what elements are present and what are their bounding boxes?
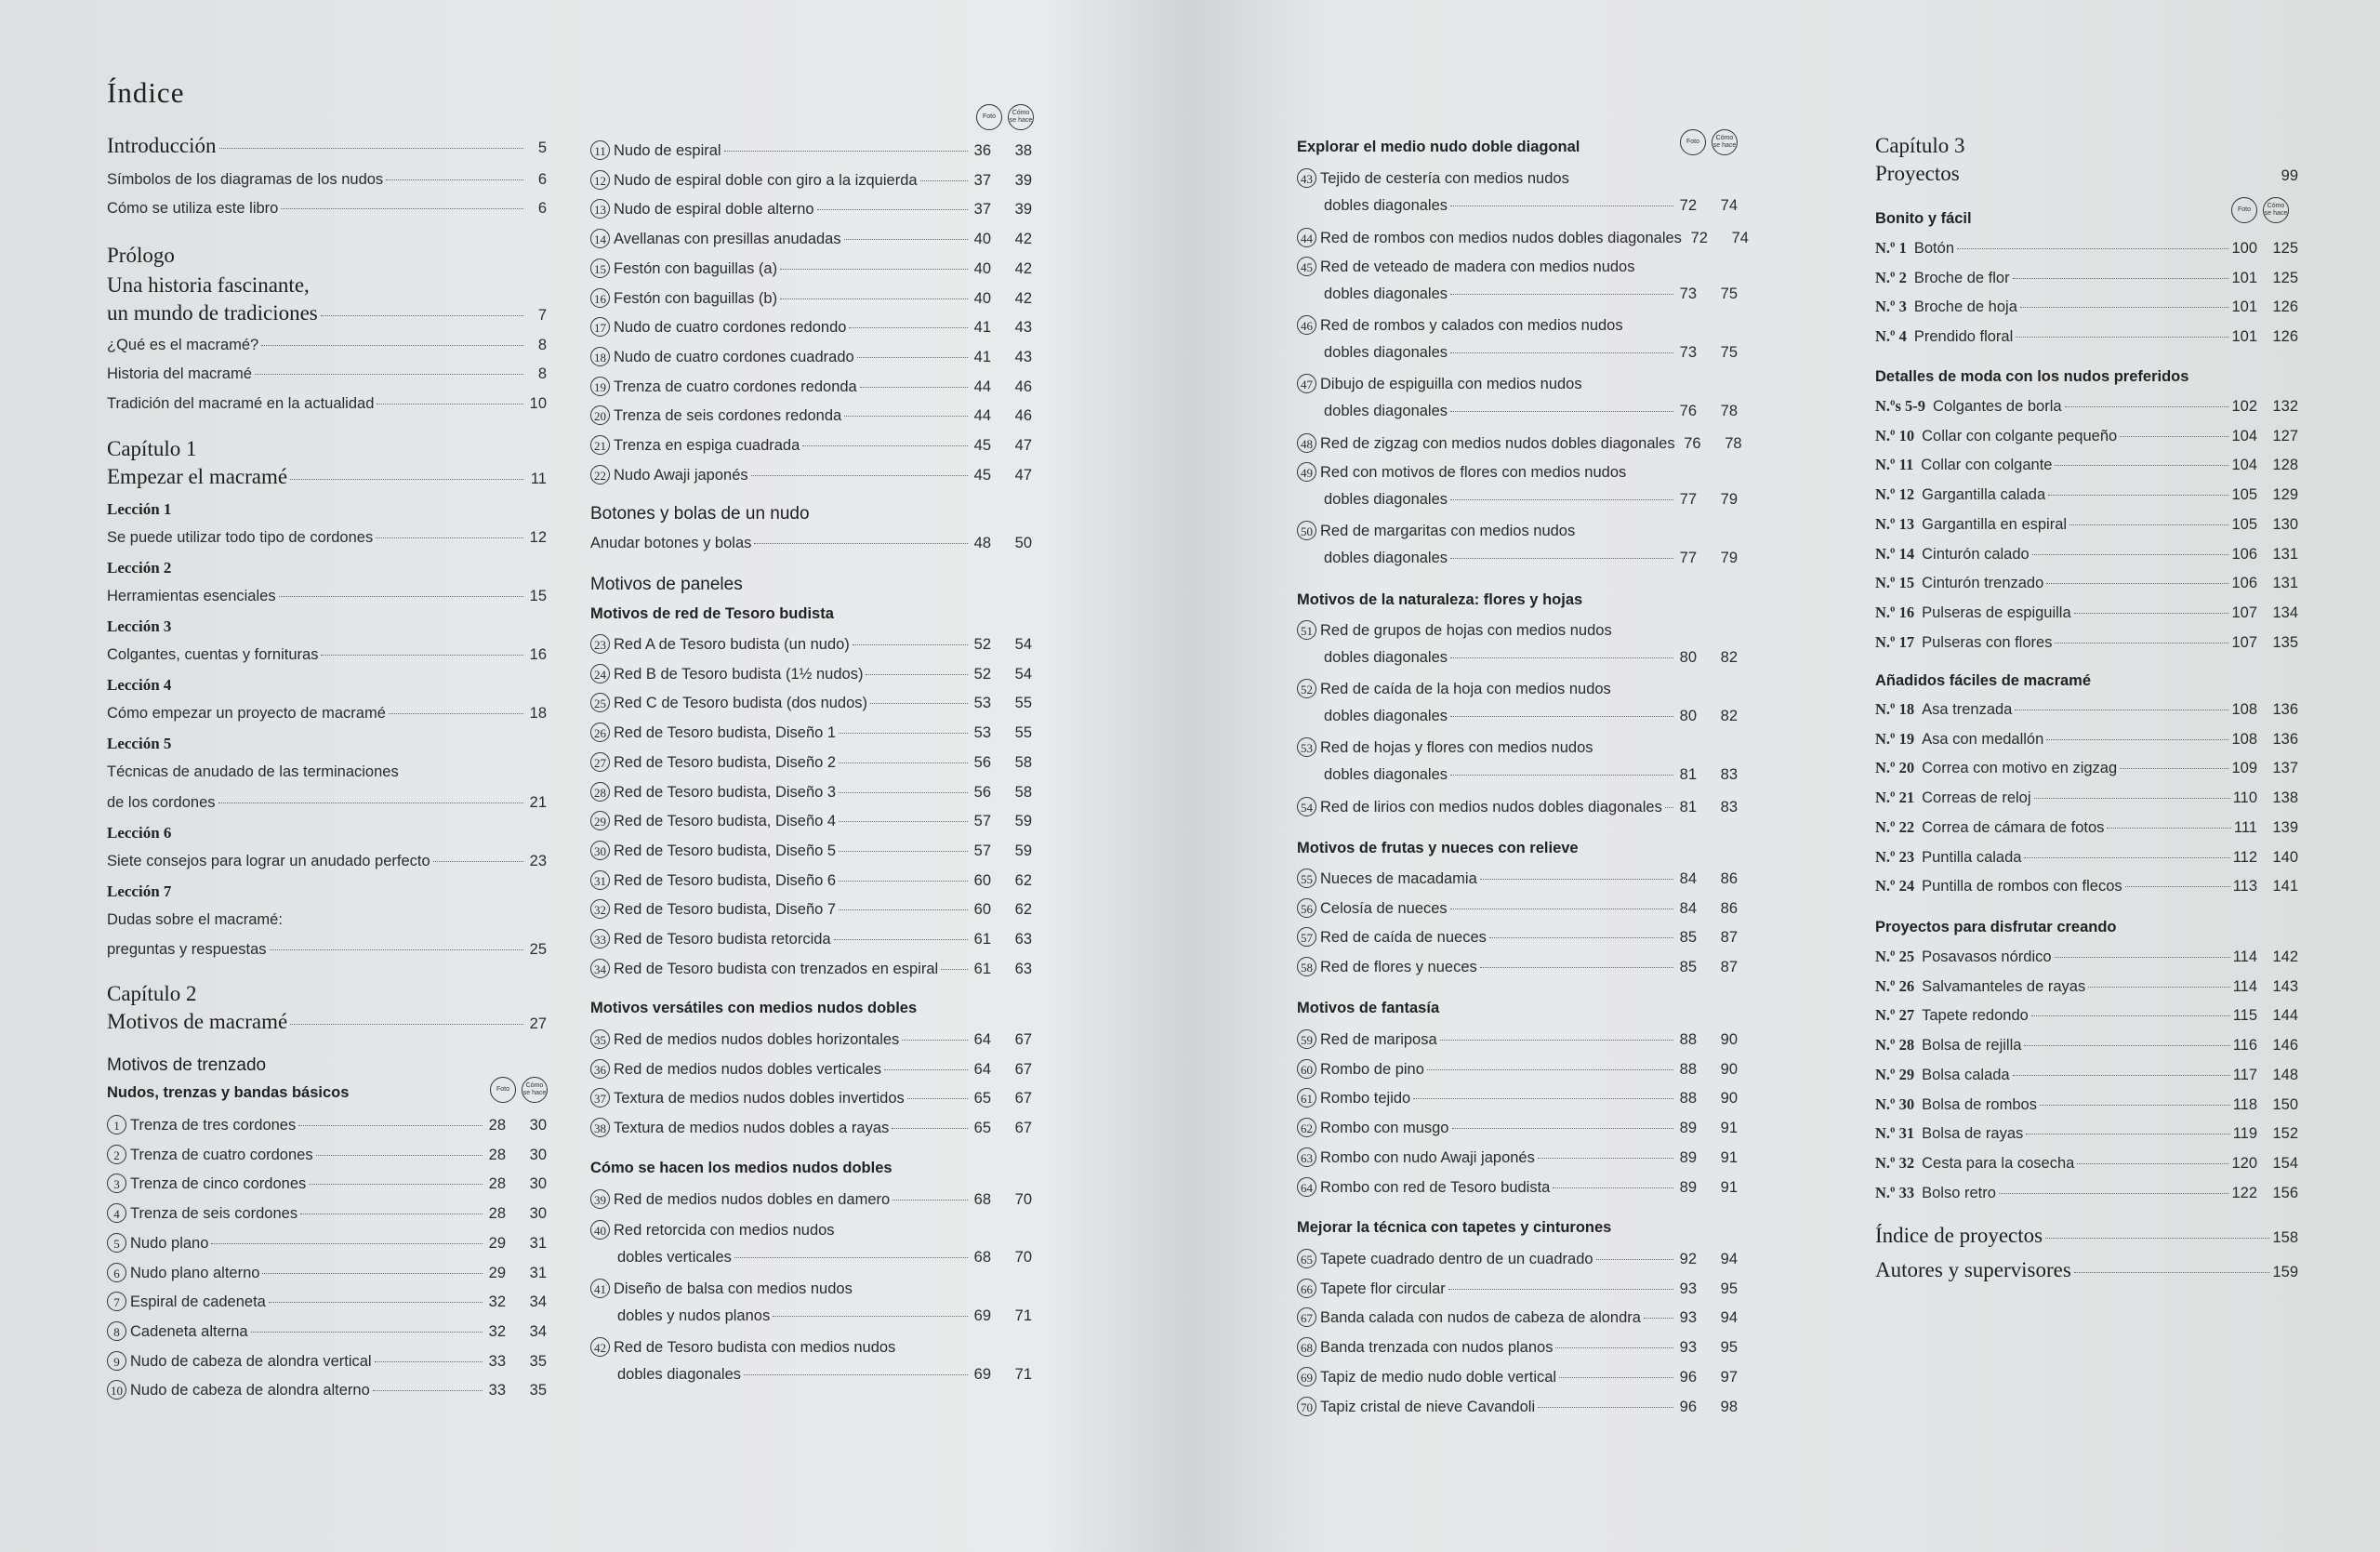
toc-entry-line: 50 Red de margaritas con medios nudos: [1297, 521, 1738, 543]
toc-entry[interactable]: 54 Red de lirios con medios nudos dobles diagonales 81 83: [1297, 797, 1738, 819]
project-number: N.º 11: [1875, 456, 1914, 474]
toc-entry[interactable]: 19 Trenza de cuatro cordones redonda 44 46: [590, 377, 1032, 399]
prologo-subtitle-1: Una historia fascinante,: [107, 273, 310, 297]
toc-entry-capitulo-3[interactable]: Proyectos 99: [1875, 162, 2298, 185]
item-number-icon: 4: [107, 1203, 126, 1223]
toc-entry[interactable]: N.º 14 Cinturón calado 106 131: [1875, 544, 2298, 563]
toc-entry-line: 43 Tejido de cestería con medios nudos: [1297, 168, 1738, 191]
toc-entry[interactable]: 70 Tapiz cristal de nieve Cavandoli 96 98: [1297, 1397, 1738, 1419]
item-number-icon: 56: [1297, 898, 1316, 918]
toc-entry[interactable]: 21 Trenza en espiga cuadrada 45 47: [590, 435, 1032, 458]
item-number-icon: 13: [590, 199, 610, 219]
toc-entry[interactable]: 68 Banda trenzada con nudos planos 93 95: [1297, 1337, 1738, 1360]
toc-entry[interactable]: 27 Red de Tesoro budista, Diseño 2 56 58: [590, 752, 1032, 775]
item-number-icon: 27: [590, 752, 610, 772]
item-number-icon: 38: [590, 1118, 610, 1137]
toc-entry[interactable]: Se puede utilizar todo tipo de cordones 12: [107, 529, 547, 546]
toc-entry[interactable]: N.º 21 Correas de reloj 110 138: [1875, 789, 2298, 807]
subsection-heading: Motivos versátiles con medios nudos dobles: [590, 1000, 918, 1016]
project-number: N.º 21: [1875, 789, 1915, 807]
toc-entry-line: 49 Red con motivos de flores con medios nudos: [1297, 462, 1738, 484]
toc-entry[interactable]: 44 Red de rombos con medios nudos dobles diagonales 72 74: [1297, 228, 1738, 250]
toc-entry[interactable]: 24 Red B de Tesoro budista (1½ nudos) 52 54: [590, 664, 1032, 686]
item-number-icon: 29: [590, 811, 610, 830]
item-number-icon: 25: [590, 693, 610, 712]
project-number: N.º 31: [1875, 1124, 1915, 1143]
leccion-heading: Lección 2: [107, 559, 172, 577]
toc-entry-line: 47 Dibujo de espiguilla con medios nudos: [1297, 374, 1738, 396]
toc-entry[interactable]: ¿Qué es el macramé? 8: [107, 337, 547, 353]
toc-entry[interactable]: 23 Red A de Tesoro budista (un nudo) 52 54: [590, 634, 1032, 657]
toc-entry-line: 45 Red de veteado de madera con medios nudos: [1297, 257, 1738, 279]
toc-entry[interactable]: 38 Textura de medios nudos dobles a rayas 65 67: [590, 1118, 1032, 1140]
toc-entry-autores[interactable]: Autores y supervisores 159: [1875, 1258, 2298, 1281]
item-number-icon: 53: [1297, 737, 1316, 757]
toc-entry[interactable]: 37 Textura de medios nudos dobles invertidos 65 67: [590, 1088, 1032, 1110]
project-number: N.º 25: [1875, 948, 1915, 965]
leccion-heading: Lección 3: [107, 617, 172, 635]
project-number: N.ºs 5-9: [1875, 397, 1926, 415]
toc-entry[interactable]: dobles diagonales 77 79: [1324, 491, 1738, 508]
toc-entry[interactable]: N.º 17 Pulseras con flores 107 135: [1875, 632, 2298, 651]
toc-entry[interactable]: 33 Red de Tesoro budista retorcida 61 63: [590, 929, 1032, 951]
project-number: N.º 3: [1875, 298, 1907, 316]
project-number: N.º 20: [1875, 759, 1915, 777]
project-number: N.º 27: [1875, 1006, 1915, 1025]
toc-entry[interactable]: 6 Nudo plano alterno 29 31: [107, 1263, 547, 1285]
toc-entry[interactable]: N.º 26 Salvamanteles de rayas 114 143: [1875, 976, 2298, 995]
item-number-icon: 51: [1297, 620, 1316, 640]
toc-entry[interactable]: 20 Trenza de seis cordones redonda 44 46: [590, 405, 1032, 428]
toc-entry[interactable]: 12 Nudo de espiral doble con giro a la izquierda 37 39: [590, 170, 1032, 192]
toc-entry[interactable]: dobles diagonales 73 75: [1324, 344, 1738, 361]
toc-entry[interactable]: 66 Tapete flor circular 93 95: [1297, 1279, 1738, 1301]
item-number-icon: 2: [107, 1145, 126, 1164]
item-number-icon: 44: [1297, 228, 1316, 247]
item-number-icon: 23: [590, 634, 610, 654]
toc-entry[interactable]: 22 Nudo Awaji japonés 45 47: [590, 465, 1032, 487]
toc-entry[interactable]: 18 Nudo de cuatro cordones cuadrado 41 43: [590, 347, 1032, 369]
project-number: N.º 14: [1875, 544, 1915, 563]
foto-badge-icon: Foto: [490, 1077, 516, 1103]
item-number-icon: 70: [1297, 1397, 1316, 1416]
subsection-heading: Proyectos para disfrutar creando: [1875, 919, 2117, 935]
leccion-heading: Lección 5: [107, 735, 172, 752]
toc-entry[interactable]: N.º 30 Bolsa de rombos 118 150: [1875, 1094, 2298, 1113]
page-title: Índice: [107, 76, 185, 109]
toc-entry-prologo[interactable]: un mundo de tradiciones 7: [107, 301, 547, 325]
toc-entry[interactable]: dobles diagonales 81 83: [1324, 766, 1738, 783]
toc-entry[interactable]: 62 Rombo con musgo 89 91: [1297, 1118, 1738, 1140]
toc-entry[interactable]: dobles diagonales 77 79: [1324, 550, 1738, 566]
subsection-heading: Bonito y fácil: [1875, 210, 1972, 227]
item-number-icon: 18: [590, 347, 610, 366]
toc-entry[interactable]: 14 Avellanas con presillas anudadas 40 42: [590, 229, 1032, 251]
item-number-icon: 54: [1297, 797, 1316, 816]
item-number-icon: 6: [107, 1263, 126, 1282]
toc-entry[interactable]: 65 Tapete cuadrado dentro de un cuadrado 92 94: [1297, 1249, 1738, 1271]
project-number: N.º 2: [1875, 268, 1907, 286]
toc-entry[interactable]: 63 Rombo con nudo Awaji japonés 89 91: [1297, 1147, 1738, 1170]
toc-entry[interactable]: 64 Rombo con red de Tesoro budista 89 91: [1297, 1177, 1738, 1200]
toc-entry[interactable]: N.º 15 Cinturón trenzado 106 131: [1875, 574, 2298, 592]
toc-entry[interactable]: 60 Rombo de pino 88 90: [1297, 1059, 1738, 1081]
toc-entry[interactable]: 32 Red de Tesoro budista, Diseño 7 60 62: [590, 899, 1032, 922]
toc-entry[interactable]: 3 Trenza de cinco cordones 28 30: [107, 1174, 547, 1196]
item-number-icon: 19: [590, 377, 610, 396]
item-number-icon: 64: [1297, 1177, 1316, 1197]
item-number-icon: 45: [1297, 257, 1316, 276]
item-number-icon: 33: [590, 929, 610, 948]
toc-entry[interactable]: 10 Nudo de cabeza de alondra alterno 33 35: [107, 1380, 547, 1402]
item-number-icon: 62: [1297, 1118, 1316, 1137]
como-se-hace-badge-icon: Cómo se hace: [522, 1077, 548, 1103]
item-number-icon: 15: [590, 259, 610, 278]
toc-entry[interactable]: 7 Espiral de cadeneta 32 34: [107, 1292, 547, 1314]
toc-entry[interactable]: N.º 22 Correa de cámara de fotos 111 139: [1875, 817, 2298, 836]
chapter-2-heading: Capítulo 2: [107, 982, 197, 1005]
subsection-heading: Explorar el medio nudo doble diagonal: [1297, 139, 1580, 155]
toc-entry[interactable]: N.º 11 Collar con colgante 104 128: [1875, 456, 2298, 474]
toc-entry[interactable]: N.º 1 Botón 100 125: [1875, 239, 2298, 257]
toc-entry[interactable]: N.º 32 Cesta para la cosecha 120 154: [1875, 1153, 2298, 1172]
toc-entry[interactable]: 5 Nudo plano 29 31: [107, 1233, 547, 1255]
project-number: N.º 13: [1875, 514, 1915, 533]
toc-entry[interactable]: dobles diagonales 80 82: [1324, 708, 1738, 724]
item-number-icon: 58: [1297, 957, 1316, 976]
project-number: N.º 16: [1875, 603, 1915, 621]
subsection-heading: Cómo se hacen los medios nudos dobles: [590, 1160, 892, 1176]
item-number-icon: 10: [107, 1380, 126, 1399]
toc-entry[interactable]: Colgantes, cuentas y fornituras 16: [107, 646, 547, 663]
project-number: N.º 32: [1875, 1153, 1915, 1172]
item-number-icon: 16: [590, 288, 610, 308]
item-number-icon: 66: [1297, 1279, 1316, 1298]
project-number: N.º 17: [1875, 632, 1915, 651]
subsection-heading: Nudos, trenzas y bandas básicos: [107, 1084, 350, 1101]
chapter-3-heading: Capítulo 3: [1875, 134, 1965, 157]
toc-entry-line: 42 Red de Tesoro budista con medios nudos: [590, 1337, 1032, 1360]
item-number-icon: 59: [1297, 1029, 1316, 1049]
item-number-icon: 49: [1297, 462, 1316, 482]
item-number-icon: 47: [1297, 374, 1316, 393]
toc-entry[interactable]: N.º 23 Puntilla calada 112 140: [1875, 847, 2298, 866]
toc-entry[interactable]: Cómo empezar un proyecto de macramé 18: [107, 705, 547, 722]
item-number-icon: 24: [590, 664, 610, 683]
project-number: N.º 19: [1875, 729, 1915, 748]
toc-entry-introduccion[interactable]: Introducción 5: [107, 134, 547, 157]
project-number: N.º 1: [1875, 239, 1907, 257]
toc-entry-line: 40 Red retorcida con medios nudos: [590, 1220, 1032, 1242]
leccion-heading: Lección 4: [107, 676, 172, 694]
prologo-heading: Prólogo: [107, 244, 175, 267]
item-number-icon: 41: [590, 1279, 610, 1298]
item-number-icon: 32: [590, 899, 610, 919]
toc-entry[interactable]: 1 Trenza de tres cordones 28 30: [107, 1115, 547, 1137]
toc-entry-indice-proyectos[interactable]: Índice de proyectos 158: [1875, 1224, 2298, 1247]
item-number-icon: 55: [1297, 869, 1316, 888]
toc-entry[interactable]: 61 Rombo tejido 88 90: [1297, 1088, 1738, 1110]
toc-entry-capitulo-2[interactable]: Motivos de macramé 27: [107, 1010, 547, 1033]
item-number-icon: 57: [1297, 927, 1316, 947]
toc-entry-capitulo-1[interactable]: Empezar el macramé 11: [107, 465, 547, 488]
toc-entry[interactable]: N.º 27 Tapete redondo 115 144: [1875, 1006, 2298, 1025]
toc-entry[interactable]: 9 Nudo de cabeza de alondra vertical 33 35: [107, 1351, 547, 1373]
project-number: N.º 24: [1875, 877, 1915, 895]
toc-entry[interactable]: 35 Red de medios nudos dobles horizontales 64 67: [590, 1029, 1032, 1052]
toc-entry[interactable]: 48 Red de zigzag con medios nudos dobles diagonales 76 78: [1297, 433, 1738, 456]
item-number-icon: 48: [1297, 433, 1316, 453]
subsection-heading: Motivos de frutas y nueces con relieve: [1297, 840, 1579, 856]
toc-entry[interactable]: 56 Celosía de nueces 84 86: [1297, 898, 1738, 921]
como-se-hace-badge-icon: Cómo se hace: [2263, 197, 2289, 223]
toc-entry[interactable]: dobles diagonales 69 71: [617, 1366, 1032, 1383]
toc-entry[interactable]: Cómo se utiliza este libro 6: [107, 200, 547, 217]
item-number-icon: 43: [1297, 168, 1316, 188]
toc-entry[interactable]: 69 Tapiz de medio nudo doble vertical 96 97: [1297, 1367, 1738, 1389]
toc-entry[interactable]: dobles diagonales 80 82: [1324, 649, 1738, 666]
toc-entry[interactable]: N.º 28 Bolsa de rejilla 116 146: [1875, 1036, 2298, 1055]
chapter-1-heading: Capítulo 1: [107, 437, 197, 460]
item-number-icon: 7: [107, 1292, 126, 1311]
item-number-icon: 39: [590, 1189, 610, 1209]
project-number: N.º 33: [1875, 1183, 1915, 1201]
como-se-hace-badge-icon: Cómo se hace: [1712, 129, 1738, 155]
project-number: N.º 22: [1875, 817, 1915, 836]
toc-entry[interactable]: N.º 20 Correa con motivo en zigzag 109 137: [1875, 759, 2298, 777]
foto-badge-icon: Foto: [2231, 197, 2257, 223]
item-number-icon: 52: [1297, 679, 1316, 698]
item-number-icon: 8: [107, 1321, 126, 1341]
toc-entry[interactable]: 13 Nudo de espiral doble alterno 37 39: [590, 199, 1032, 221]
project-number: N.º 12: [1875, 485, 1915, 504]
subsection-heading: Motivos de fantasía: [1297, 1000, 1440, 1016]
project-number: N.º 28: [1875, 1036, 1915, 1055]
toc-entry[interactable]: N.º 10 Collar con colgante pequeño 104 127: [1875, 426, 2298, 444]
project-number: N.º 30: [1875, 1094, 1915, 1113]
item-number-icon: 46: [1297, 315, 1316, 335]
toc-entry[interactable]: dobles diagonales 72 74: [1324, 197, 1738, 214]
toc-entry-line: Dudas sobre el macramé:: [107, 911, 283, 928]
toc-entry[interactable]: 58 Red de flores y nueces 85 87: [1297, 957, 1738, 979]
item-number-icon: 37: [590, 1088, 610, 1108]
item-number-icon: 65: [1297, 1249, 1316, 1268]
subsection-heading: Motivos de la naturaleza: flores y hojas: [1297, 591, 1583, 608]
toc-entry[interactable]: dobles verticales 68 70: [617, 1249, 1032, 1266]
subsection-heading: Mejorar la técnica con tapetes y cinturones: [1297, 1219, 1612, 1236]
toc-entry[interactable]: 11 Nudo de espiral 36 38: [590, 140, 1032, 163]
item-number-icon: 63: [1297, 1147, 1316, 1167]
item-number-icon: 26: [590, 723, 610, 742]
toc-entry[interactable]: N.º 16 Pulseras de espiguilla 107 134: [1875, 603, 2298, 621]
project-number: N.º 29: [1875, 1065, 1915, 1083]
toc-entry[interactable]: 4 Trenza de seis cordones 28 30: [107, 1203, 547, 1226]
item-number-icon: 42: [590, 1337, 610, 1357]
toc-entry[interactable]: Tradición del macramé en la actualidad 10: [107, 395, 547, 412]
leccion-heading: Lección 7: [107, 882, 172, 900]
item-number-icon: 69: [1297, 1367, 1316, 1386]
toc-entry-line: Técnicas de anudado de las terminaciones: [107, 763, 399, 780]
toc-entry[interactable]: Símbolos de los diagramas de los nudos 6: [107, 171, 547, 188]
toc-entry[interactable]: N.º 29 Bolsa calada 117 148: [1875, 1065, 2298, 1083]
foto-badge-icon: Foto: [976, 104, 1002, 130]
toc-entry[interactable]: dobles diagonales 76 78: [1324, 403, 1738, 419]
toc-entry[interactable]: 39 Red de medios nudos dobles en damero 68 70: [590, 1189, 1032, 1212]
item-number-icon: 40: [590, 1220, 610, 1240]
toc-entry[interactable]: N.º 4 Prendido floral 101 126: [1875, 327, 2298, 346]
toc-entry[interactable]: 25 Red C de Tesoro budista (dos nudos) 53 55: [590, 693, 1032, 715]
item-number-icon: 12: [590, 170, 610, 190]
item-number-icon: 31: [590, 870, 610, 890]
leccion-heading: Lección 1: [107, 500, 172, 518]
toc-entry[interactable]: de los cordones 21: [107, 794, 547, 811]
project-number: N.º 18: [1875, 700, 1915, 718]
toc-entry[interactable]: N.º 33 Bolso retro 122 156: [1875, 1183, 2298, 1201]
toc-entry-line: 41 Diseño de balsa con medios nudos: [590, 1279, 1032, 1301]
item-number-icon: 36: [590, 1059, 610, 1079]
toc-entry[interactable]: 55 Nueces de macadamia 84 86: [1297, 869, 1738, 891]
toc-entry[interactable]: 28 Red de Tesoro budista, Diseño 3 56 58: [590, 782, 1032, 804]
item-number-icon: 67: [1297, 1307, 1316, 1327]
item-number-icon: 30: [590, 841, 610, 860]
project-number: N.º 23: [1875, 847, 1915, 866]
item-number-icon: 20: [590, 405, 610, 425]
item-number-icon: 5: [107, 1233, 126, 1253]
toc-entry[interactable]: 29 Red de Tesoro budista, Diseño 4 57 59: [590, 811, 1032, 833]
toc-entry[interactable]: preguntas y respuestas 25: [107, 941, 547, 958]
item-number-icon: 3: [107, 1174, 126, 1193]
section-heading: Motivos de trenzado: [107, 1055, 267, 1075]
toc-entry[interactable]: Siete consejos para lograr un anudado perfecto 23: [107, 853, 547, 869]
toc-entry[interactable]: N.º 19 Asa con medallón 108 136: [1875, 729, 2298, 748]
toc-entry[interactable]: 17 Nudo de cuatro cordones redondo 41 43: [590, 317, 1032, 339]
toc-entry-line: 46 Red de rombos y calados con medios nudos: [1297, 315, 1738, 338]
item-number-icon: 14: [590, 229, 610, 248]
item-number-icon: 17: [590, 317, 610, 337]
toc-entry-line: 53 Red de hojas y flores con medios nudos: [1297, 737, 1738, 760]
toc-entry[interactable]: 8 Cadeneta alterna 32 34: [107, 1321, 547, 1344]
toc-entry[interactable]: N.º 31 Bolsa de rayas 119 152: [1875, 1124, 2298, 1143]
toc-entry[interactable]: N.º 18 Asa trenzada 108 136: [1875, 700, 2298, 718]
item-number-icon: 11: [590, 140, 610, 160]
item-number-icon: 50: [1297, 521, 1316, 540]
como-se-hace-badge-icon: Cómo se hace: [1008, 104, 1034, 130]
toc-entry[interactable]: dobles y nudos planos 69 71: [617, 1307, 1032, 1324]
toc-entry[interactable]: N.º 2 Broche de flor 101 125: [1875, 268, 2298, 286]
item-number-icon: 21: [590, 435, 610, 455]
toc-entry[interactable]: Anudar botones y bolas 48 50: [590, 535, 1032, 551]
toc-entry[interactable]: 2 Trenza de cuatro cordones 28 30: [107, 1145, 547, 1167]
section-heading: Botones y bolas de un nudo: [590, 504, 810, 524]
foto-badge-icon: Foto: [1680, 129, 1706, 155]
item-number-icon: 1: [107, 1115, 126, 1134]
toc-entry-line: 52 Red de caída de la hoja con medios nudos: [1297, 679, 1738, 701]
toc-entry[interactable]: N.º 12 Gargantilla calada 105 129: [1875, 485, 2298, 504]
project-number: N.º 4: [1875, 327, 1907, 346]
section-heading: Motivos de paneles: [590, 575, 743, 594]
project-number: N.º 15: [1875, 574, 1915, 592]
toc-entry[interactable]: 67 Banda calada con nudos de cabeza de alondra 93 94: [1297, 1307, 1738, 1330]
toc-entry[interactable]: 30 Red de Tesoro budista, Diseño 5 57 59: [590, 841, 1032, 863]
toc-entry[interactable]: 16 Festón con baguillas (b) 40 42: [590, 288, 1032, 311]
toc-entry[interactable]: Herramientas esenciales 15: [107, 588, 547, 604]
toc-entry[interactable]: N.ºs 5-9 Colgantes de borla 102 132: [1875, 397, 2298, 415]
toc-entry[interactable]: 36 Red de medios nudos dobles verticales 64 67: [590, 1059, 1032, 1081]
toc-entry[interactable]: dobles diagonales 73 75: [1324, 285, 1738, 302]
toc-entry[interactable]: N.º 25 Posavasos nórdico 114 142: [1875, 948, 2298, 965]
project-number: N.º 10: [1875, 426, 1915, 444]
subsection-heading: Añadidos fáciles de macramé: [1875, 672, 2092, 689]
toc-entry[interactable]: 26 Red de Tesoro budista, Diseño 1 53 55: [590, 723, 1032, 745]
toc-entry-line: 51 Red de grupos de hojas con medios nudos: [1297, 620, 1738, 643]
subsection-heading: Detalles de moda con los nudos preferidos: [1875, 368, 2189, 385]
item-number-icon: 68: [1297, 1337, 1316, 1357]
item-number-icon: 9: [107, 1351, 126, 1371]
toc-entry[interactable]: N.º 3 Broche de hoja 101 126: [1875, 298, 2298, 316]
item-number-icon: 61: [1297, 1088, 1316, 1108]
item-number-icon: 22: [590, 465, 610, 484]
item-number-icon: 28: [590, 782, 610, 802]
toc-entry[interactable]: N.º 13 Gargantilla en espiral 105 130: [1875, 514, 2298, 533]
toc-entry[interactable]: 31 Red de Tesoro budista, Diseño 6 60 62: [590, 870, 1032, 893]
toc-entry[interactable]: N.º 24 Puntilla de rombos con flecos 113 141: [1875, 877, 2298, 895]
item-number-icon: 60: [1297, 1059, 1316, 1079]
project-number: N.º 26: [1875, 976, 1915, 995]
toc-entry[interactable]: 59 Red de mariposa 88 90: [1297, 1029, 1738, 1052]
leccion-heading: Lección 6: [107, 824, 172, 842]
subsection-heading: Motivos de red de Tesoro budista: [590, 605, 834, 622]
toc-entry[interactable]: 57 Red de caída de nueces 85 87: [1297, 927, 1738, 949]
item-number-icon: 35: [590, 1029, 610, 1049]
toc-entry[interactable]: 34 Red de Tesoro budista con trenzados en espiral 61 63: [590, 959, 1032, 981]
toc-entry[interactable]: Historia del macramé 8: [107, 365, 547, 382]
item-number-icon: 34: [590, 959, 610, 978]
toc-entry[interactable]: 15 Festón con baguillas (a) 40 42: [590, 259, 1032, 281]
